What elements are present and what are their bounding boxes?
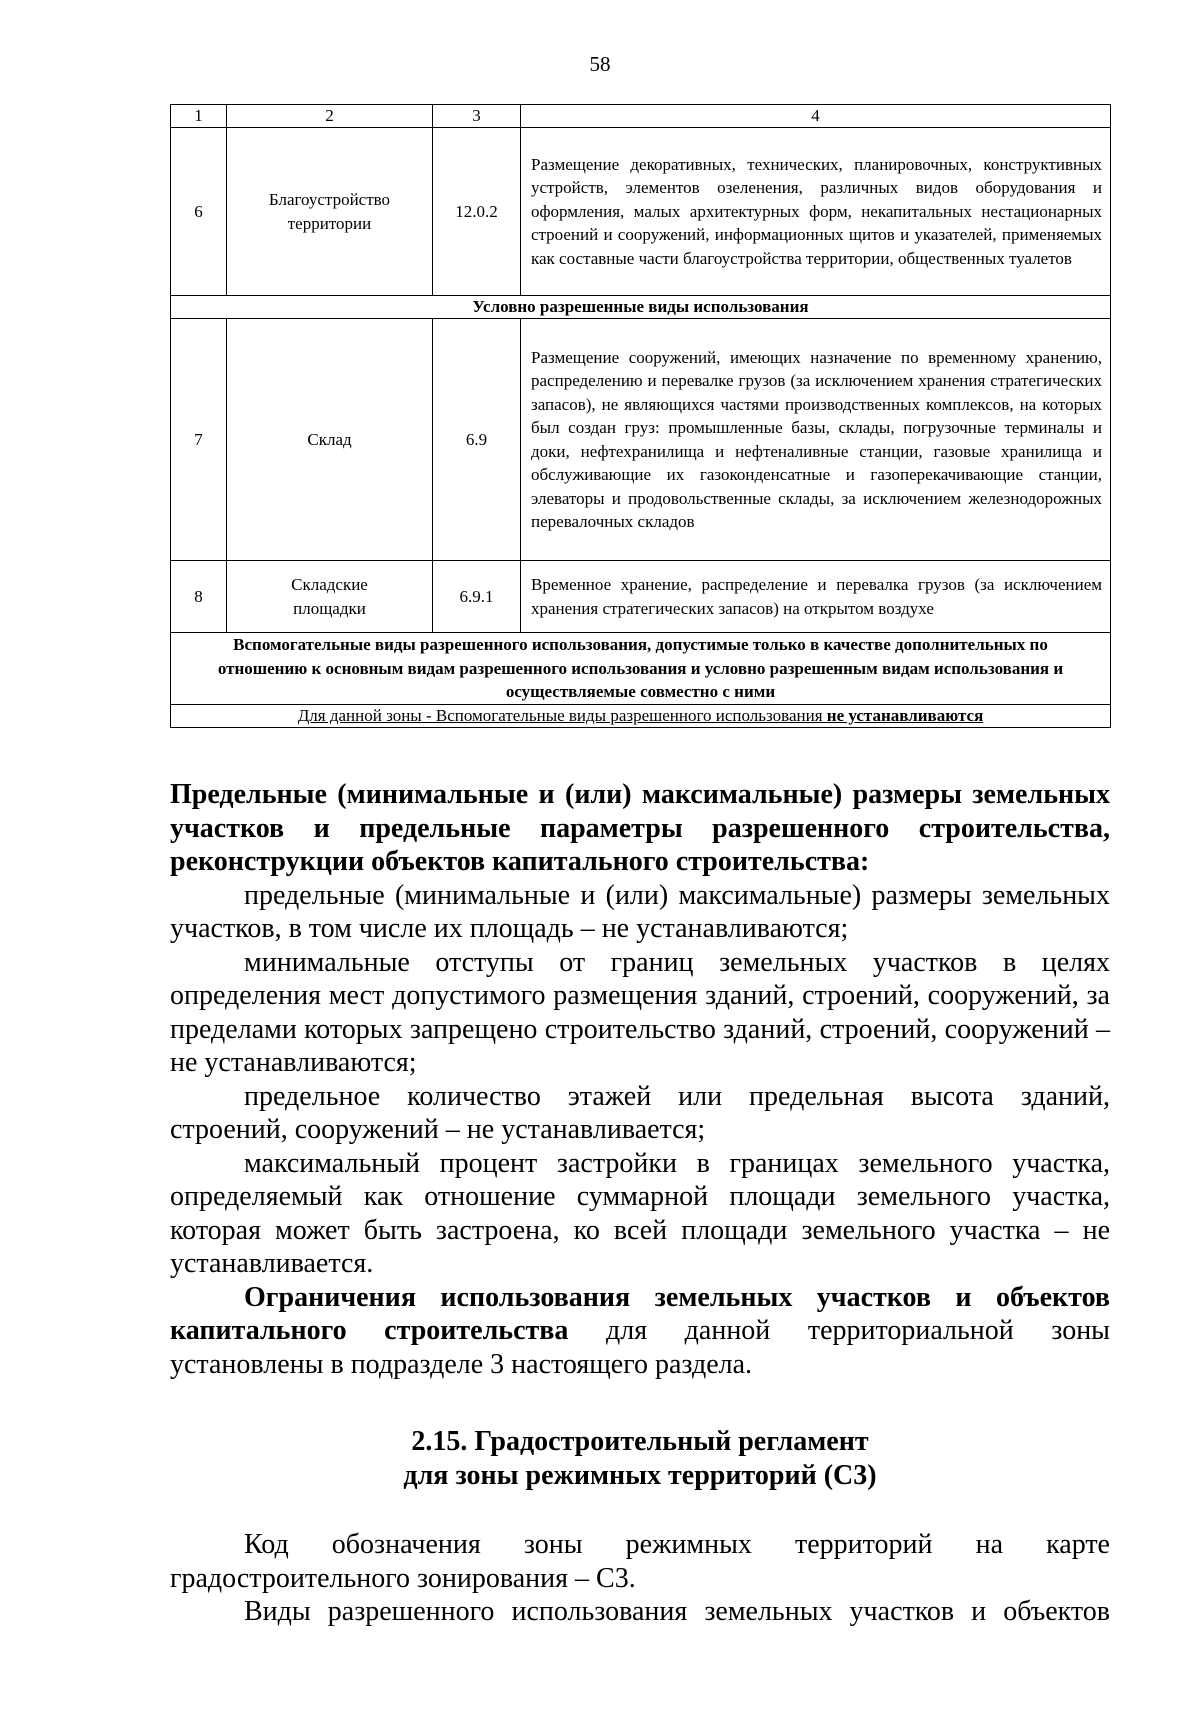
regulation-text: [170, 778, 1110, 1629]
table-row: [171, 319, 1111, 561]
paragraph: предельные (минимальные и (или) максимальные) размеры земельных участков, в том числе их площадь – не устанавливаются;: [170, 879, 1110, 944]
page-number: 58: [589, 52, 611, 76]
restrictions-bold: Ограничения использования земельных участков и объектов капитального строительства: [170, 1281, 1110, 1346]
use-type-description: Размещение сооружений, имеющих назначение по временному хранению, распределению и перевалке грузов (за исключением хранения стратегических запасов), не являющихся частями производственных комплексов, на которых был создан груз: промышленные базы, склады, погрузочные терминалы и доки, нефтехранилища и нефтеналивные станции, газовые хранилища и обслуживающие их газоконденсатные и газоперекачивающие станции, элеваторы и продовольственные склады, за исключением железнодорожных перевалочных складов: [521, 319, 1111, 561]
restrictions-rest: для данной территориальной зоны установлены в подразделе 3 настоящего раздела.: [170, 1315, 1110, 1380]
auxiliary-note-bold: не устанавливаются: [826, 705, 984, 725]
auxiliary-note-prefix: Для данной зоны - Вспомогательные виды разрешенного использования: [297, 705, 827, 725]
paragraph: максимальный процент застройки в границах земельного участка, определяемый как отношение суммарной площади земельного участка, которая может быть застроена, ко всей площади земельного участка – не устанавливается.: [170, 1147, 1110, 1279]
restrictions-paragraph: [170, 1281, 1110, 1382]
column-header: 2: [227, 105, 433, 128]
use-type-description: Размещение декоративных, технических, планировочных, конструктивных устройств, элементов озеленения, различных видов оборудования и оформления, малых архитектурных форм, некапитальных нестационарных строений и сооружений, информационных щитов и указателей, применяемых как составные части благоустройства территории, общественных туалетов: [521, 128, 1111, 296]
section-title-line2: для зоны режимных территорий (С3): [403, 1459, 877, 1491]
column-header: 4: [521, 105, 1111, 128]
table-header-row: [171, 105, 1111, 128]
paragraph: предельное количество этажей или предельная высота зданий, строений, сооружений – не устанавливается;: [170, 1080, 1110, 1145]
limits-heading: Предельные (минимальные и (или) максимальные) размеры земельных участков и предельные параметры разрешенного строительства, реконструкции объектов капитального строительства:: [170, 779, 1110, 877]
auxiliary-uses-title: Вспомогательные виды разрешенного использования, допустимые только в качестве дополнительных по отношению к основным видам разрешенного использования и условно разрешенным видам использования и осуществляемые совместно с ними: [171, 633, 1111, 705]
use-type-name: Складские площадки: [227, 561, 433, 633]
conditional-uses-title: Условно разрешенные виды использования: [171, 296, 1111, 319]
paragraph: минимальные отступы от границ земельных участков в целях определения мест допустимого размещения зданий, строений, сооружений, за пределами которых запрещено строительство зданий, строений, сооружений – не устанавливаются;: [170, 946, 1110, 1078]
land-use-table: [170, 104, 1111, 728]
use-type-name: Благоустройство территории: [227, 128, 433, 296]
use-type-code: 6.9: [433, 319, 521, 561]
table-row: [171, 128, 1111, 296]
section-title: [170, 1425, 1110, 1492]
column-header: 1: [171, 105, 227, 128]
table-footer-row: [171, 704, 1111, 727]
section-title-line1: 2.15. Градостроительный регламент: [411, 1426, 869, 1457]
table-row: [171, 561, 1111, 633]
use-type-name: Склад: [227, 319, 433, 561]
paragraph: Код обозначения зоны режимных территорий на карте градостроительного зонирования – С3.: [170, 1529, 1110, 1594]
row-number: 7: [171, 319, 227, 561]
auxiliary-uses-note: [171, 704, 1111, 727]
row-number: 8: [171, 561, 227, 633]
use-type-code: 12.0.2: [433, 128, 521, 296]
paragraph: Виды разрешенного использования земельных участков и объектов: [244, 1596, 1110, 1627]
row-number: 6: [171, 128, 227, 296]
column-header: 3: [433, 105, 521, 128]
section-row: [171, 296, 1111, 319]
use-type-code: 6.9.1: [433, 561, 521, 633]
section-row: [171, 633, 1111, 705]
use-type-description: Временное хранение, распределение и перевалка грузов (за исключением хранения стратегических запасов) на открытом воздухе: [521, 561, 1111, 633]
